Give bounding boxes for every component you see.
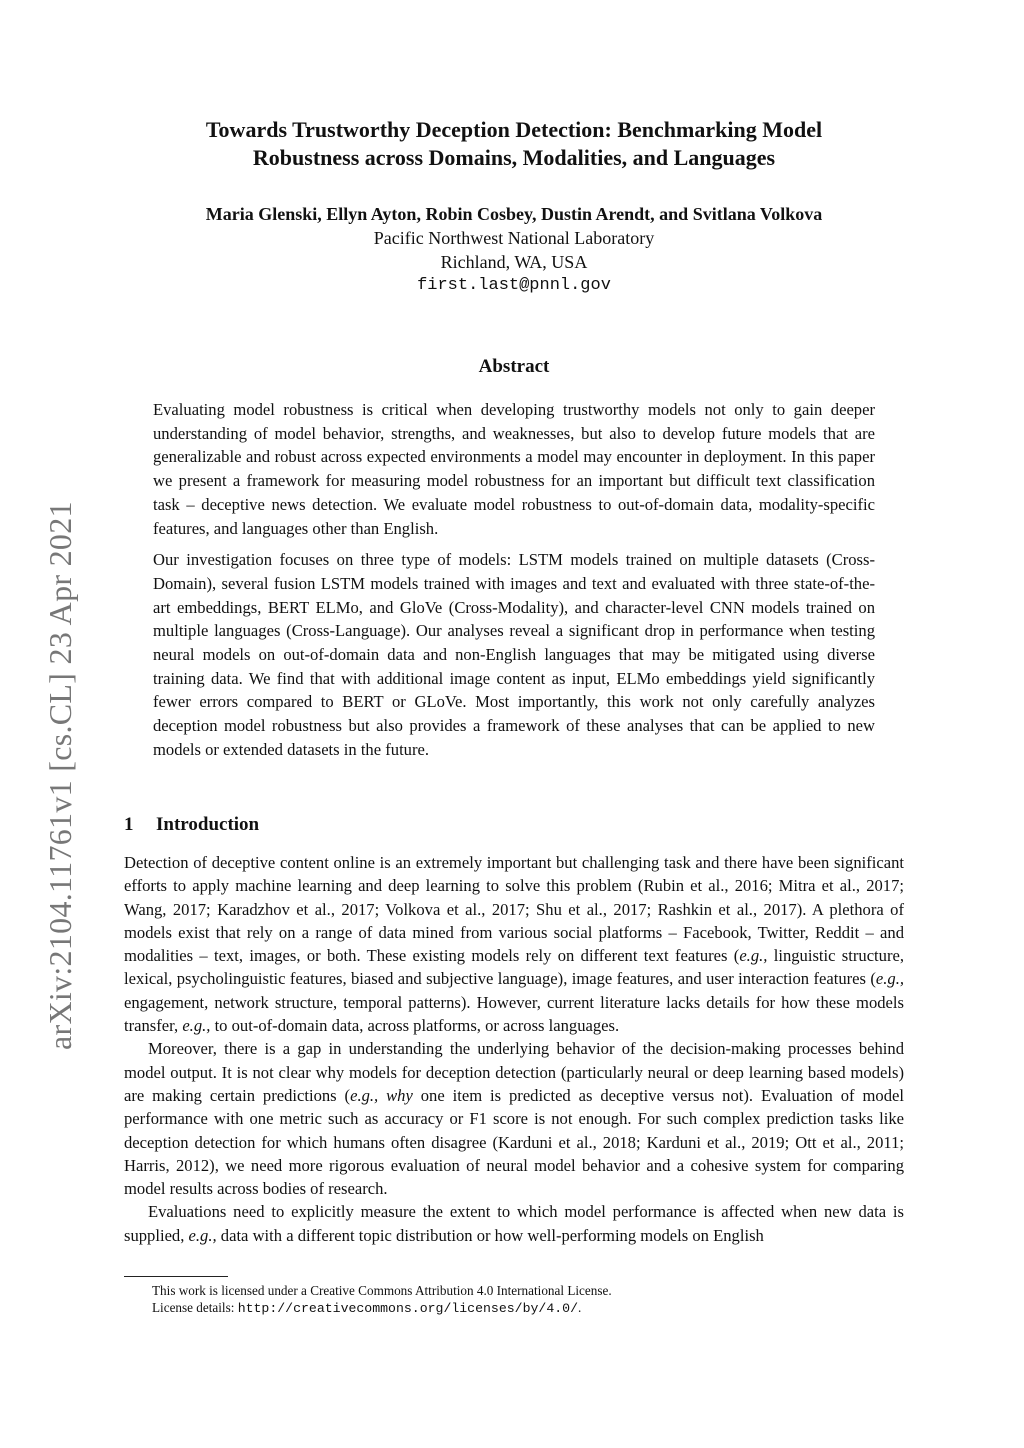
- abstract-paragraph-2: Our investigation focuses on three type of models: LSTM models trained on multiple datasets (Cross-Domain), several fusion LSTM models trained with images and text and evaluated with three state-of-the-art embeddings, BERT ELMo, and GloVe (Cross-Modality), and character-level CNN models trained on multiple languages (Cross-Language). Our analyses reveal a significant drop in performance when testing neural models on out-of-domain data and non-English languages that may be mitigated using diverse training data. We find that with additional image content as input, ELMo embeddings yield significantly fewer errors compared to BERT or GLoVe. Most importantly, this work not only carefully analyzes deception model robustness but also provides a framework of these analyses that can be applied to new models or extended datasets in the future.: [153, 550, 875, 759]
- footnote-line-2: [152, 1299, 612, 1317]
- intro-p1-eg-3: e.g.,: [182, 1016, 211, 1036]
- section-heading-introduction: [124, 814, 259, 836]
- license-url-link[interactable]: http://creativecommons.org/licenses/by/4.0/: [237, 1301, 578, 1316]
- abstract-paragraph-1: Evaluating model robustness is critical when developing trustworthy models not only to gain deeper understanding of model behavior, strengths, and weaknesses, but also to develop future models that are generalizable and robust across expected environments a model may encounter in deployment. In this paper we present a framework for measuring model robustness for an important but difficult text classification task – deceptive news detection. We evaluate model robustness to out-of-domain data, modality-specific features, and languages other than English.: [153, 400, 875, 538]
- intro-p2-text-a: Moreover, there is a gap in understanding the underlying behavior of the decision-making processes behind model output. It is not clear why models for deception detection (particularly neural or deep learning based models) are making certain predictions (: [124, 1039, 904, 1105]
- section-number: 1: [124, 814, 134, 835]
- license-footnote: [152, 1282, 612, 1317]
- abstract-heading: Abstract: [478, 356, 550, 377]
- intro-p3-text-a: Evaluations need to explicitly measure the extent to which model performance is affected when new data is supplied,: [124, 1202, 904, 1245]
- title-line-2: Robustness across Domains, Modalities, and Languages: [252, 145, 776, 170]
- intro-p2-text-b: one item is predicted as deceptive versus not). Evaluation of model performance with one metric such as accuracy or F1 score is not enough. For such complex prediction tasks like deception detection for which humans often disagree (Karduni et al., 2018; Karduni et al., 2019; Ott et al., 2011; Harris, 2012), we need more rigorous evaluation of neural model behavior and a cohesive system for comparing model results across bodies of research.: [124, 1085, 904, 1199]
- intro-p3-eg: e.g.,: [188, 1225, 217, 1245]
- section-title: Introduction: [156, 814, 260, 835]
- intro-paragraph-1: [124, 851, 904, 1037]
- introduction-body: [124, 851, 904, 1247]
- footnote-line-1: This work is licensed under a Creative Commons Attribution 4.0 International License.: [152, 1283, 612, 1298]
- intro-p1-text-a: Detection of deceptive content online is an extremely important but challenging task and there have been significant efforts to apply machine learning and deep learning to solve this problem (Rubin et al., 2016; Mitra et al., 2017; Wang, 2017; Karadzhov et al., 2017; Volkova et al., 2017; Shu et al., 2017; Rashkin et al., 2017). A plethora of models exist that rely on a range of data mined from various social platforms – Facebook, Twitter, Reddit – and modalities – text, images, or both. These existing models rely on different text features (: [124, 853, 904, 966]
- arxiv-identifier-stamp[interactable]: arXiv:2104.11761v1 [cs.CL] 23 Apr 2021: [42, 501, 78, 1050]
- intro-p1-text-b: linguistic structure, lexical, psycholinguistic features, biased and subjective language), image features, and user interaction features (: [124, 946, 905, 989]
- intro-p2-eg-why: e.g., why: [350, 1085, 413, 1105]
- abstract-body: [153, 398, 875, 770]
- author-affiliation: Pacific Northwest National Laboratory: [373, 228, 655, 248]
- intro-p1-text-d: to out-of-domain data, across platforms, or across languages.: [210, 1016, 620, 1036]
- title-line-1: Towards Trustworthy Deception Detection: Benchmarking Model: [205, 117, 823, 142]
- intro-paragraph-2: [124, 1037, 904, 1200]
- author-names: Maria Glenski, Ellyn Ayton, Robin Cosbey, Dustin Arendt, and Svitlana Volkova: [205, 204, 823, 224]
- author-block: [124, 202, 904, 298]
- footnote-suffix: .: [577, 1300, 582, 1315]
- intro-paragraph-3: [124, 1200, 904, 1247]
- intro-p1-eg-1: e.g.,: [739, 946, 768, 966]
- author-location: Richland, WA, USA: [440, 252, 588, 272]
- author-email[interactable]: first.last@pnnl.gov: [417, 276, 611, 295]
- footnote-prefix: License details:: [152, 1300, 238, 1315]
- intro-p1-text-c: engagement, network structure, temporal patterns). However, current literature lacks details for how these models transfer,: [124, 992, 904, 1036]
- intro-p3-text-b: data with a different topic distribution or how well-performing models on English: [216, 1225, 764, 1245]
- footnote-divider: [124, 1276, 228, 1277]
- intro-p1-eg-2: e.g.,: [875, 969, 904, 989]
- paper-title: [124, 116, 904, 172]
